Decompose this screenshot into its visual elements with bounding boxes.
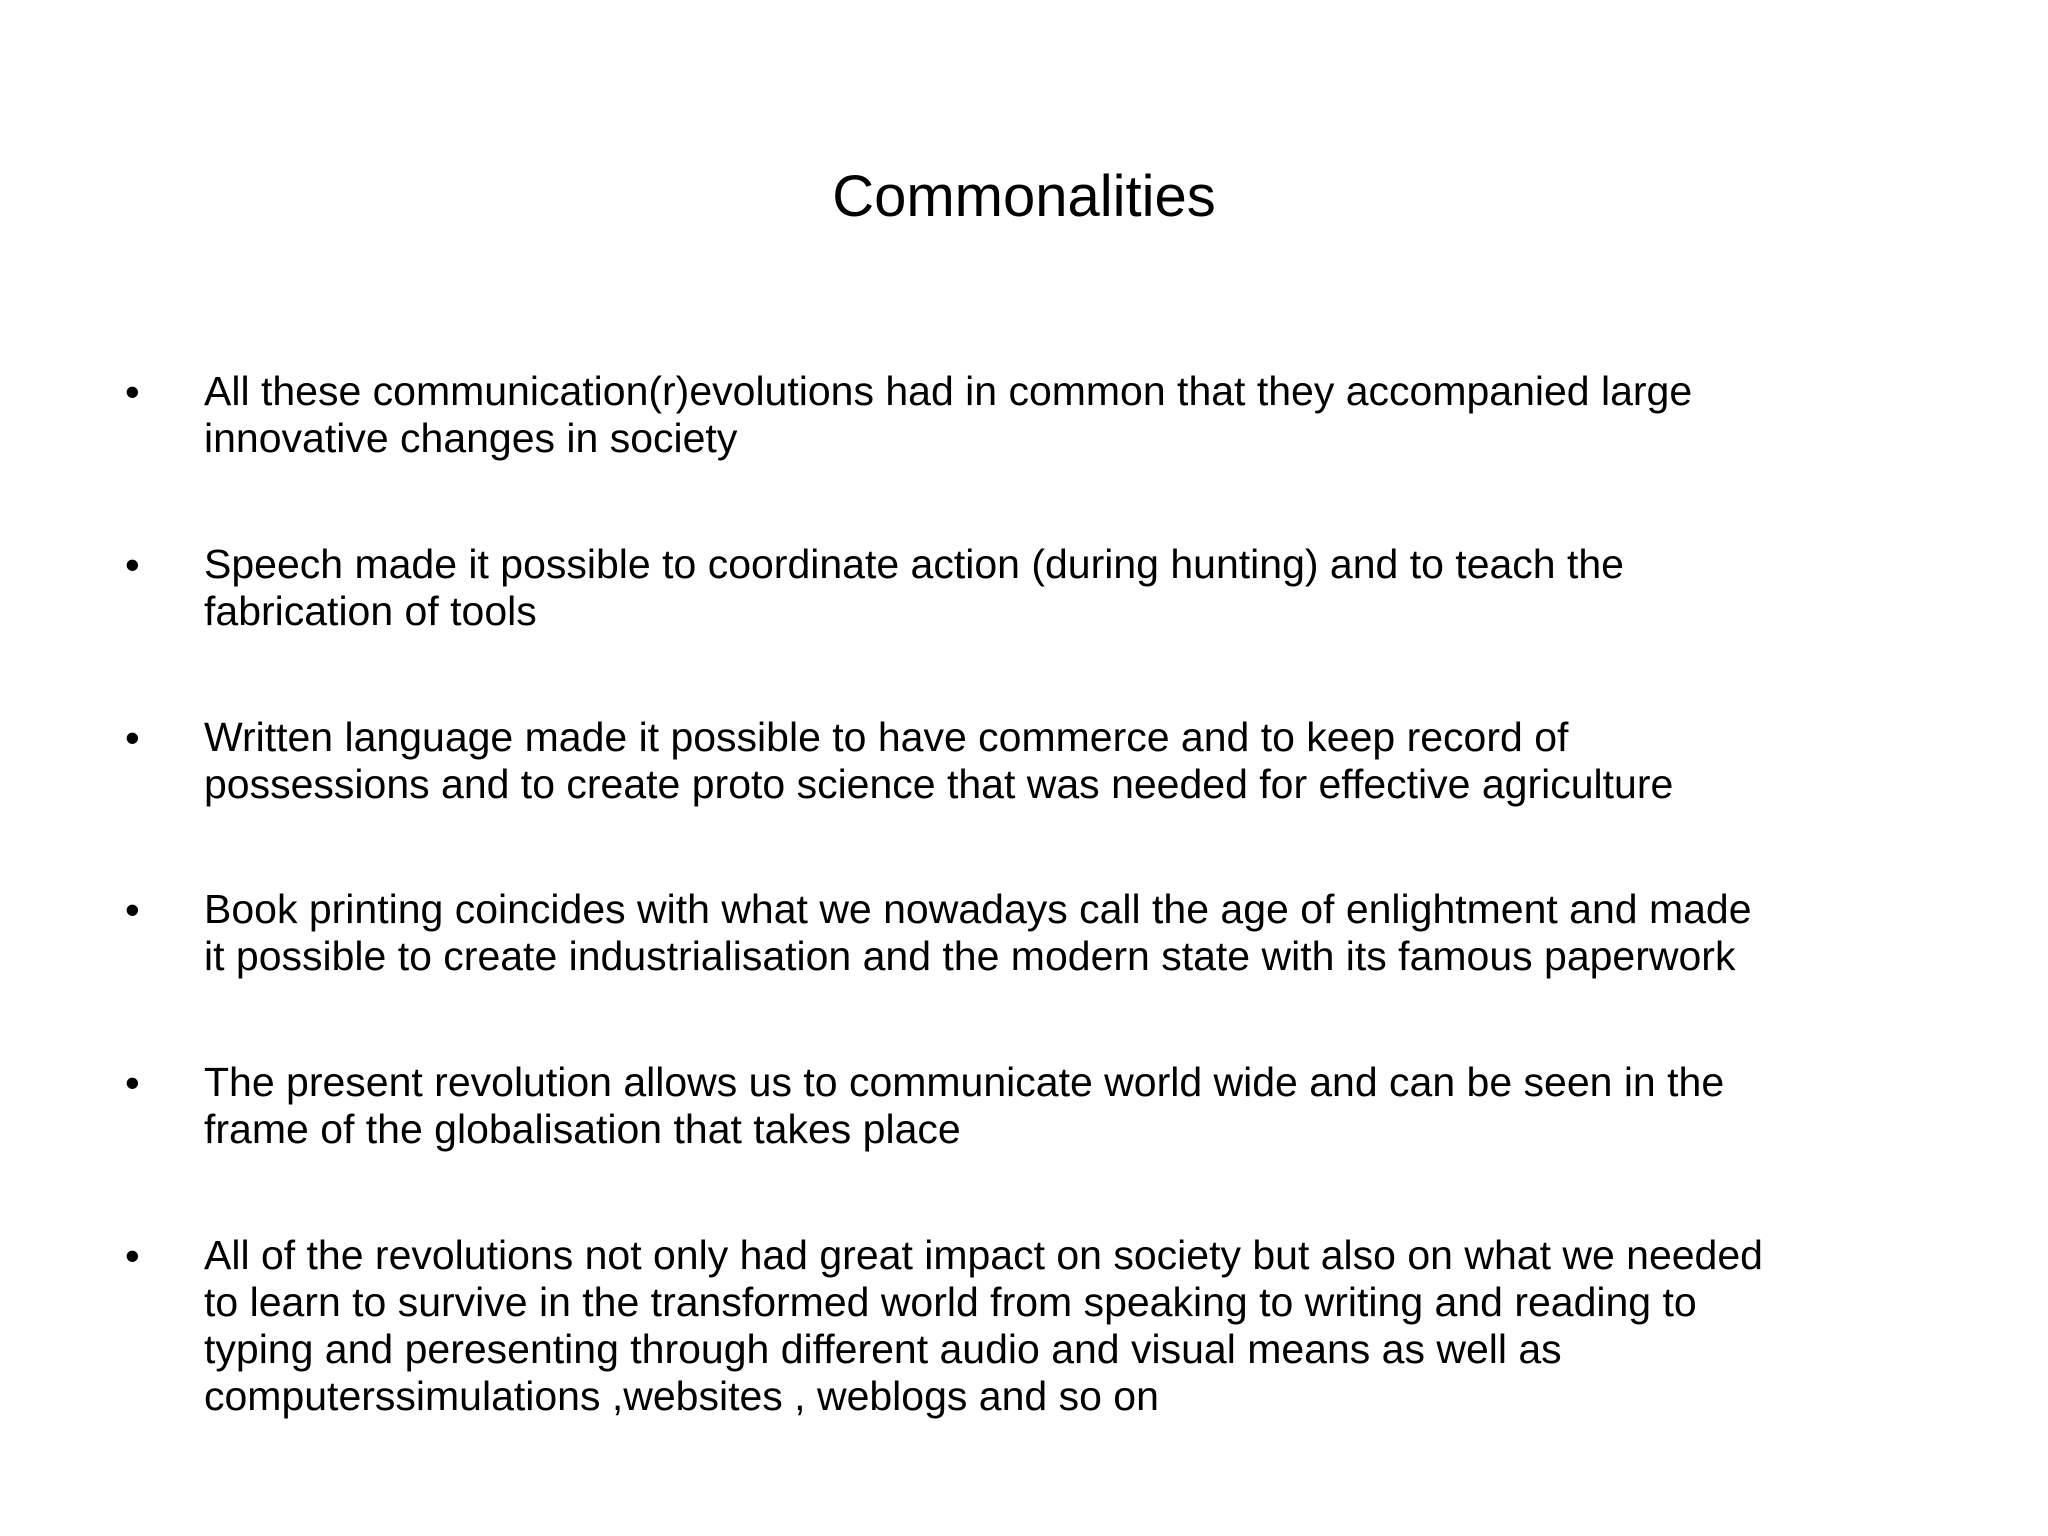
bullet-line: typing and peresenting through different audio and visual means as well as — [204, 1326, 1562, 1372]
bullet-text — [204, 1232, 1964, 1420]
bullet-line: possessions and to create proto science that was needed for effective agriculture — [204, 761, 1674, 807]
slide-title: Commonalities — [832, 164, 1216, 229]
bullet-text — [204, 368, 1964, 462]
bullet-line: it possible to create industrialisation and the modern state with its famous paperwork — [204, 933, 1736, 979]
bullet-line: fabrication of tools — [204, 588, 537, 634]
bullet-icon: • — [125, 1232, 140, 1279]
bullet-line: Speech made it possible to coordinate action (during hunting) and to teach the — [204, 541, 1624, 587]
bullet-line: computerssimulations ,websites , weblogs and so on — [204, 1373, 1159, 1419]
bullet-icon: • — [125, 886, 140, 933]
bullet-line: frame of the globalisation that takes place — [204, 1106, 961, 1152]
bullet-line: innovative changes in society — [204, 415, 738, 461]
bullet-line: All these communication(r)evolutions had in common that they accompanied large — [204, 368, 1693, 414]
bullet-line: Written language made it possible to have commerce and to keep record of — [204, 714, 1569, 760]
bullet-text — [204, 714, 1964, 808]
bullet-icon: • — [125, 1059, 140, 1106]
bullet-text — [204, 1059, 1964, 1153]
bullet-line: to learn to survive in the transformed world from speaking to writing and reading to — [204, 1279, 1697, 1325]
bullet-text — [204, 541, 1964, 635]
bullet-line: The present revolution allows us to communicate world wide and can be seen in the — [204, 1059, 1725, 1105]
bullet-icon: • — [125, 541, 140, 588]
bullet-line: All of the revolutions not only had great impact on society but also on what we needed — [204, 1232, 1763, 1278]
bullet-icon: • — [125, 714, 140, 761]
bullet-text — [204, 886, 1964, 980]
bullet-icon: • — [125, 368, 140, 415]
bullet-line: Book printing coincides with what we nowadays call the age of enlightment and made — [204, 886, 1752, 932]
